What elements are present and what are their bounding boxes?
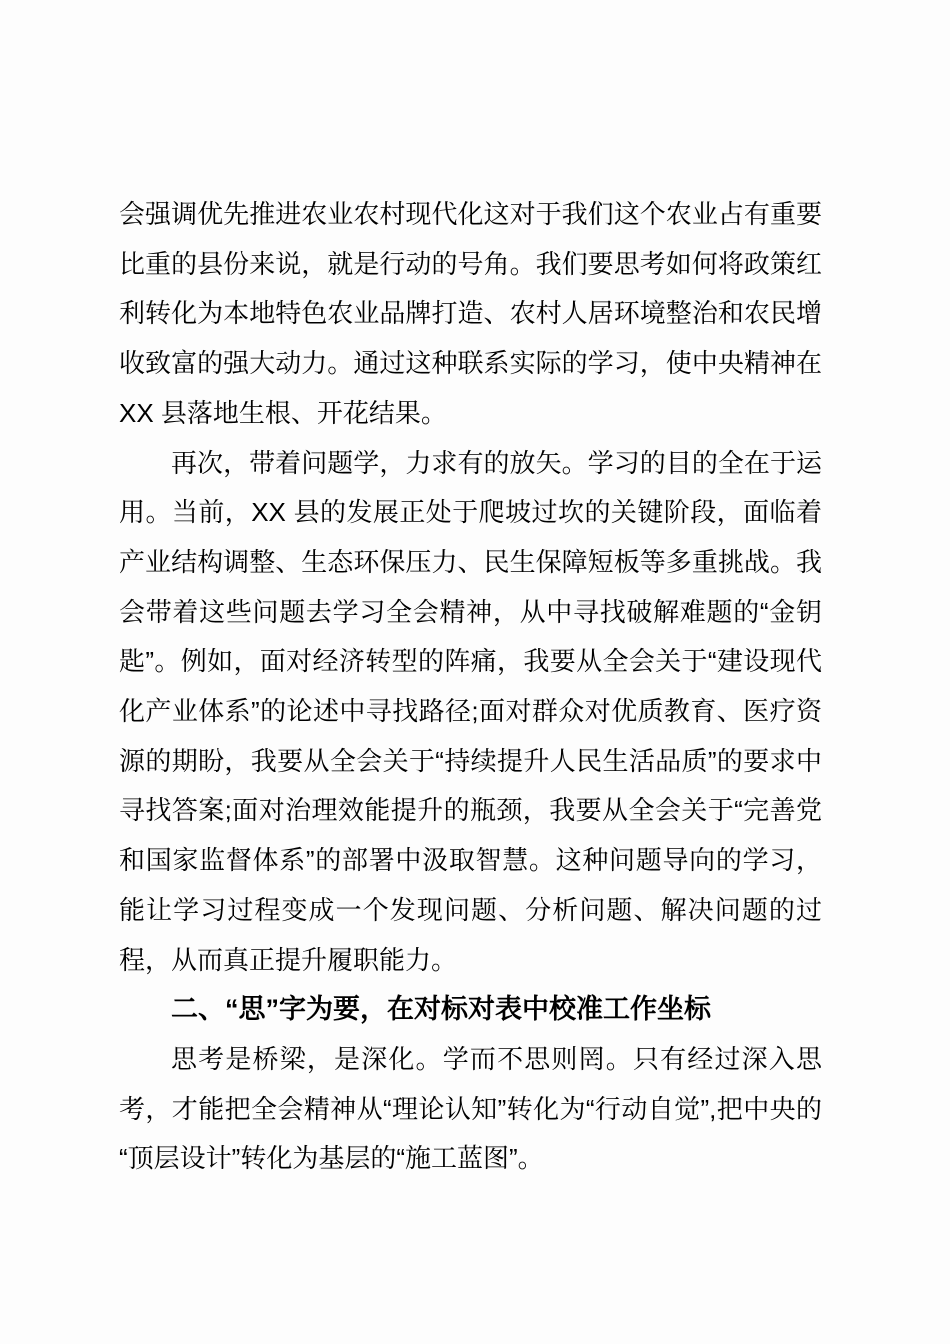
body-paragraph-problem-oriented-learning: 再次，带着问题学，力求有的放矢。学习的目的全在于运用。当前，XX 县的发展正处于爬坡过坎的关键阶段，面临着产业结构调整、生态环保压力、民生保障短板等多重挑战。我会带着这些问题去学习全会精神，从中寻找破解难题的“金钥匙”。例如，面对经济转型的阵痛，我要从全会关于“建设现代化产业体系”的论述中寻找路径;面对群众对优质教育、医疗资源的期盼，我要从全会关于“持续提升人民生活品质”的要求中寻找答案;面对治理效能提升的瓶颈，我要从全会关于“完善党和国家监督体系”的部署中汲取智慧。这种问题导向的学习，能让学习过程变成一个发现问题、分析问题、解决问题的过程，从而真正提升履职能力。 <box>119 447 822 975</box>
body-paragraph-continuation: 会强调优先推进农业农村现代化这对于我们这个农业占有重要比重的县份来说，就是行动的号角。我们要思考如何将政策红利转化为本地特色农业品牌打造、农村人居环境整治和农民增收致富的强大动力。通过这种联系实际的学习，使中央精神在XX 县落地生根、开花结果。 <box>119 199 822 428</box>
section-heading-2: 二、“思”字为要，在对标对表中校准工作坐标 <box>171 994 711 1025</box>
document-body <box>119 190 822 1184</box>
body-paragraph-thinking: 思考是桥梁，是深化。学而不思则罔。只有经过深入思考，才能把全会精神从“理论认知”转化为“行动自觉”,把中央的“顶层设计”转化为基层的“施工蓝图”。 <box>119 1043 822 1174</box>
